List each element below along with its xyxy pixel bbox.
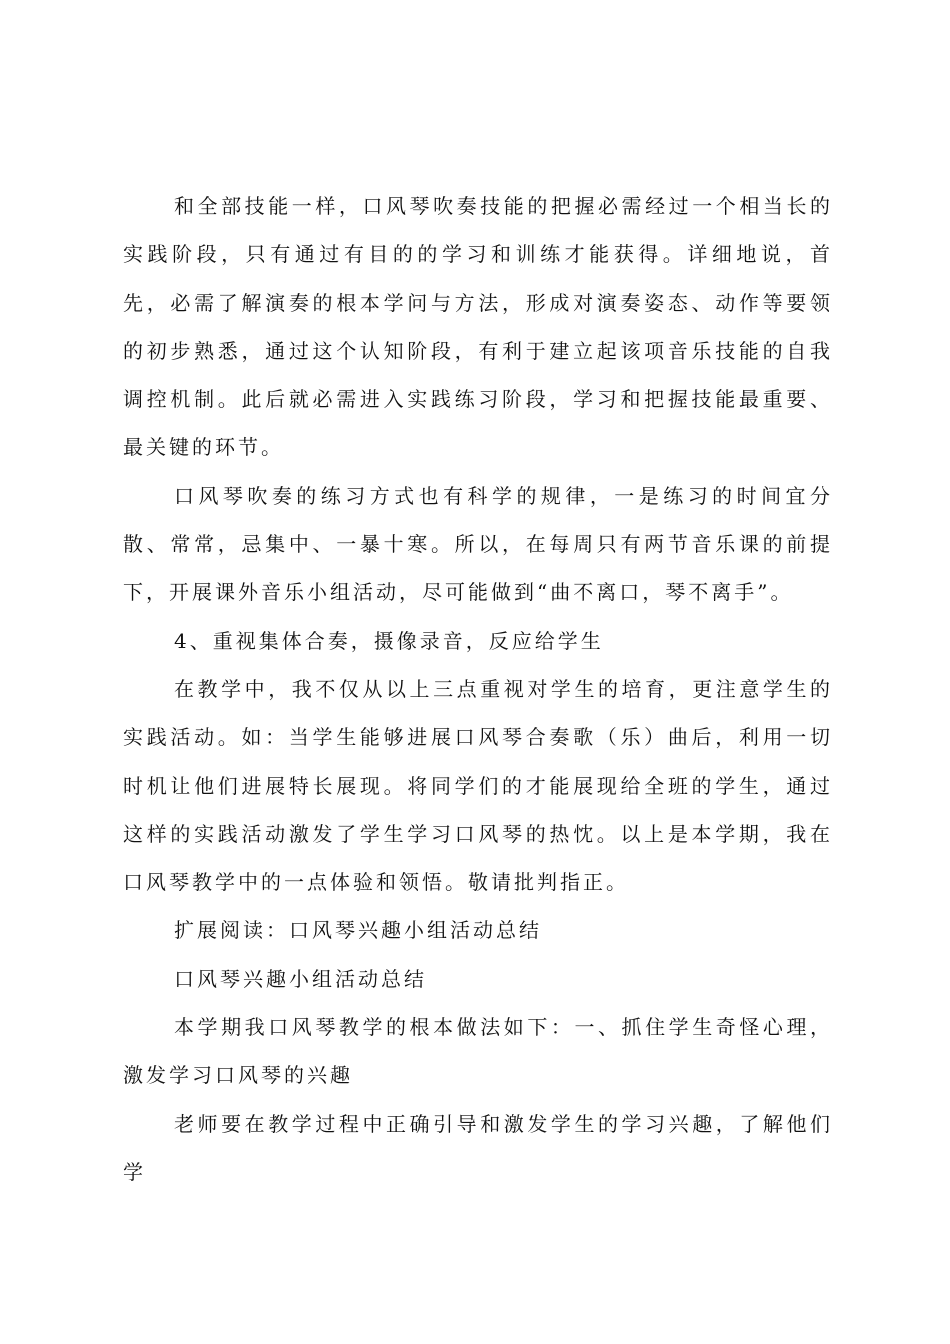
paragraph-basic-approach: 本学期我口风琴教学的根本做法如下：一、抓住学生奇怪心理，激发学习口风琴的兴趣	[123, 1015, 833, 1088]
paragraph-skill-practice: 和全部技能一样，口风琴吹奏技能的把握必需经过一个相当长的实践阶段，只有通过有目的的学习和训练才能获得。详细地说，首先，必需了解演奏的根本学问与方法，形成对演奏姿态、动作等要领的初步熟悉，通过这个认知阶段，有利于建立起该项音乐技能的自我调控机制。此后就必需进入实践练习阶段，学习和把握技能最重要、最关键的环节。	[123, 194, 833, 460]
paragraph-practice-method: 口风琴吹奏的练习方式也有科学的规律，一是练习的时间宜分散、常常，忌集中、一暴十寒。所以，在每周只有两节音乐课的前提下，开展课外音乐小组活动，尽可能做到“曲不离口，琴不离手”。	[123, 483, 833, 605]
paragraph-teacher-guidance: 老师要在教学过程中正确引导和激发学生的学习兴趣，了解他们学	[123, 1111, 833, 1184]
section-heading-ensemble: 4、重视集体合奏，摄像录音，反应给学生	[174, 628, 604, 653]
document-body	[123, 182, 833, 1196]
summary-title: 口风琴兴趣小组活动总结	[174, 966, 427, 991]
extended-reading-title: 扩展阅读：口风琴兴趣小组活动总结	[174, 918, 542, 943]
paragraph-teaching-practice: 在教学中，我不仅从以上三点重视对学生的培育，更注意学生的实践活动。如：当学生能够进展口风琴合奏歌（乐）曲后，利用一切时机让他们进展特长展现。将同学们的才能展现给全班的学生，通过这样的实践活动激发了学生学习口风琴的热忱。以上是本学期，我在口风琴教学中的一点体验和领悟。敬请批判指正。	[123, 676, 833, 895]
